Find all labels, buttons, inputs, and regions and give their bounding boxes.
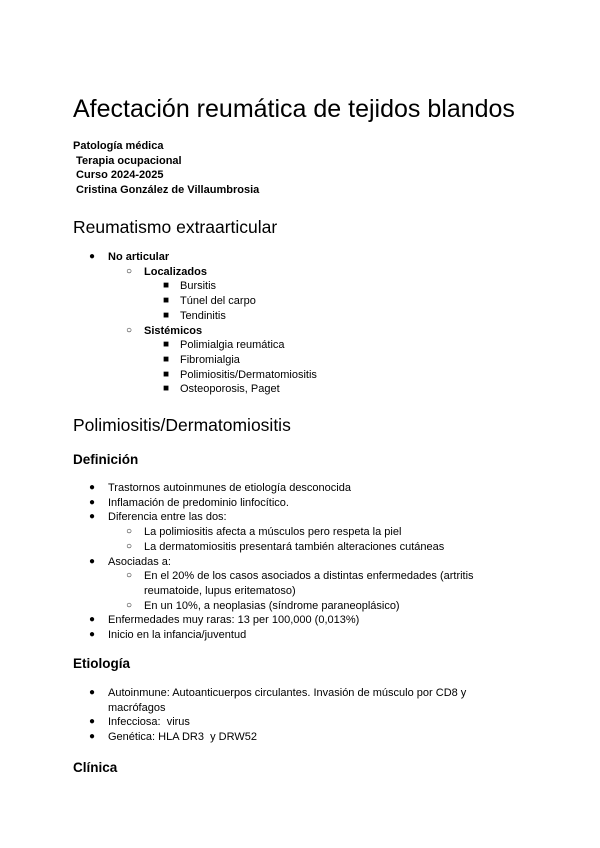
bullet-disc: ●	[89, 614, 96, 626]
meta-subject: Patología médica	[73, 140, 164, 152]
bullet-disc: ●	[89, 716, 96, 728]
definicion-list	[73, 481, 484, 643]
list-item	[73, 730, 478, 745]
list-item-text: Autoinmune: Autoanticuerpos circulantes. Invasión de músculo por CD8 y macrófagos	[108, 687, 467, 714]
list-item-text: Inflamación de predominio linfocítico.	[108, 496, 289, 509]
list-item	[73, 265, 317, 280]
meta-author: Cristina González de Villaumbrosia	[73, 183, 260, 196]
bullet-square: ■	[163, 383, 170, 395]
bullet-disc: ●	[89, 555, 96, 567]
list-item	[73, 481, 484, 496]
list-item-text: No articular	[108, 251, 170, 263]
list-item-text: En un 10%, a neoplasias (síndrome paraneoplásico)	[144, 599, 400, 612]
list-item	[73, 250, 317, 265]
list-item	[73, 510, 484, 525]
list-item	[73, 613, 484, 628]
bullet-square: ■	[163, 295, 170, 307]
list-item-text: Inicio en la infancia/juventud	[108, 629, 247, 642]
document-title: Afectación reumática de tejidos blandos	[73, 95, 515, 123]
bullet-square: ■	[163, 368, 170, 380]
list-item-text: Trastornos autoinmunes de etiología desconocida	[108, 482, 351, 494]
list-item-text: Asociadas a:	[108, 555, 171, 568]
list-item	[73, 628, 484, 643]
subheading-definicion: Definición	[73, 452, 139, 467]
list-item-text: En el 20% de los casos asociados a distintas enfermedades (artritis reumatoide, lupus eritematoso)	[144, 570, 474, 597]
list-item	[73, 525, 484, 540]
subheading-etiologia: Etiología	[73, 656, 130, 671]
list-item-text: La dermatomiositis presentará también alteraciones cutáneas	[144, 540, 445, 553]
meta-year: Curso 2024-2025	[73, 169, 164, 181]
list-item-text: Tendinitis	[180, 309, 226, 322]
bullet-circle: ○	[126, 265, 133, 277]
bullet-disc: ●	[89, 496, 96, 508]
list-item-text: La polimiositis afecta a músculos pero respeta la piel	[144, 526, 402, 539]
bullet-square: ■	[163, 280, 170, 292]
section-heading-reumatismo: Reumatismo extraarticular	[73, 217, 278, 237]
list-item	[73, 353, 317, 368]
list-item	[73, 599, 484, 614]
list-item	[73, 382, 317, 397]
bullet-square: ■	[163, 353, 170, 365]
meta-program: Terapia ocupacional	[73, 154, 182, 167]
bullet-circle: ○	[126, 570, 133, 582]
bullet-square: ■	[163, 339, 170, 351]
list-item-text: Diferencia entre las dos:	[108, 511, 227, 524]
bullet-disc: ●	[89, 482, 96, 493]
bullet-square: ■	[163, 309, 170, 321]
list-item	[73, 555, 484, 570]
list-item	[73, 569, 484, 598]
subheading-clinica: Clínica	[73, 760, 118, 775]
list-item-text: Localizados	[144, 265, 207, 278]
list-item-text: Polimialgia reumática	[180, 339, 285, 352]
bullet-circle: ○	[126, 540, 133, 552]
list-item-text: Túnel del carpo	[180, 295, 256, 308]
list-item	[73, 309, 317, 324]
list-item	[73, 279, 317, 294]
bullet-circle: ○	[126, 324, 133, 336]
list-item-text: Infecciosa: virus	[108, 716, 190, 729]
document-meta	[73, 139, 259, 197]
bullet-circle: ○	[126, 599, 133, 611]
list-item	[73, 338, 317, 353]
list-item-text: Osteoporosis, Paget	[180, 383, 280, 396]
bullet-disc: ●	[89, 731, 96, 743]
list-item	[73, 324, 317, 339]
list-item-text: Sistémicos	[144, 324, 203, 337]
list-item	[73, 540, 484, 555]
etiologia-list	[73, 686, 478, 745]
bullet-disc: ●	[89, 251, 96, 262]
bullet-disc: ●	[89, 687, 96, 698]
bullet-disc: ●	[89, 511, 96, 523]
reumatismo-list	[73, 250, 317, 397]
list-item-text: Enfermedades muy raras: 13 per 100,000 (0,013%)	[108, 614, 360, 627]
list-item-text: Polimiositis/Dermatomiositis	[180, 368, 317, 381]
list-item	[73, 368, 317, 383]
list-item-text: Fibromialgia	[180, 353, 240, 366]
list-item	[73, 715, 478, 730]
list-item-text: Genética: HLA DR3 y DRW52	[108, 731, 257, 744]
list-item	[73, 294, 317, 309]
list-item	[73, 496, 484, 511]
bullet-disc: ●	[89, 629, 96, 641]
list-item	[73, 686, 478, 715]
list-item-text: Bursitis	[180, 280, 217, 293]
section-heading-polimiositis: Polimiositis/Dermatomiositis	[73, 415, 291, 435]
bullet-circle: ○	[126, 526, 133, 538]
